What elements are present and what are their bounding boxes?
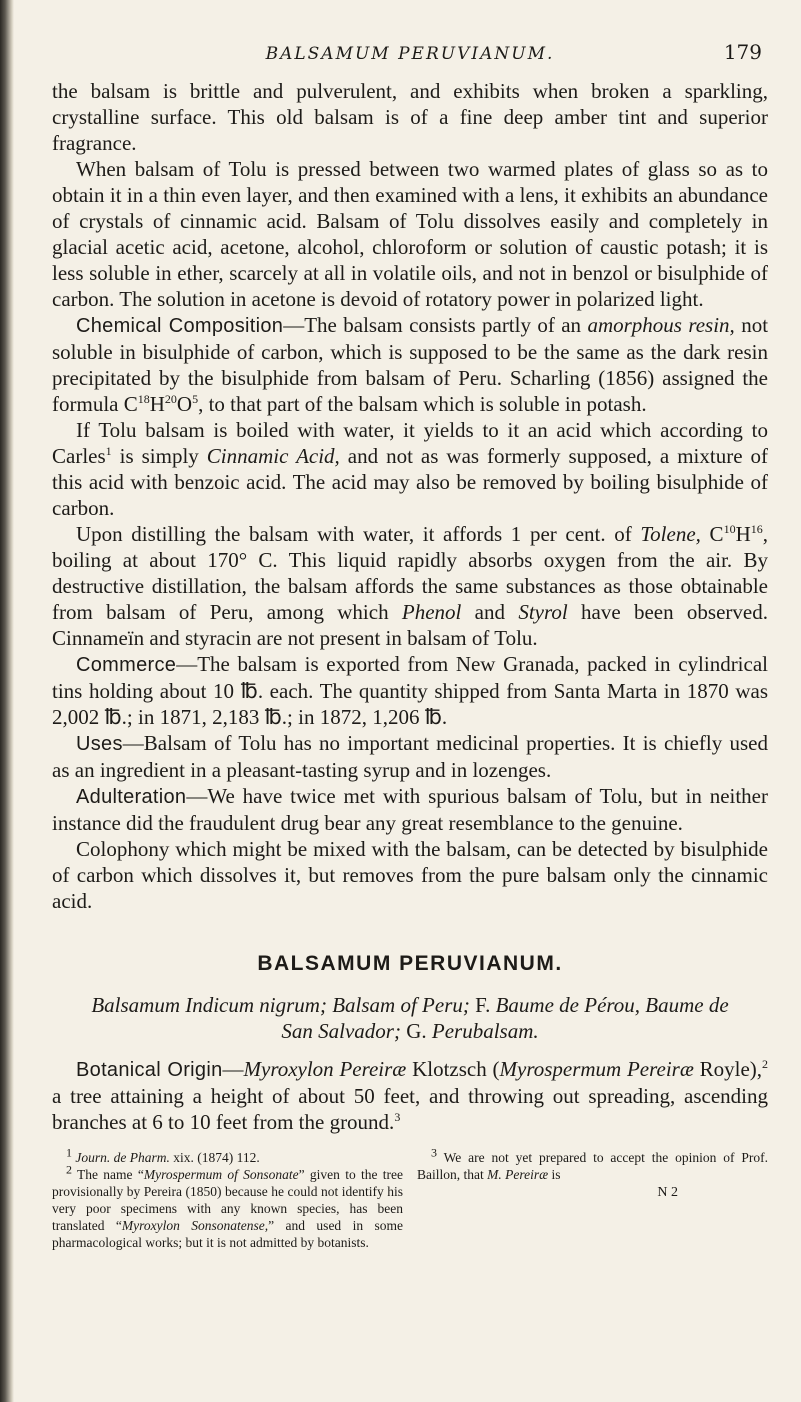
side-heading-botanical-origin: Botanical Origin bbox=[76, 1059, 223, 1081]
side-heading-adulteration: Adulteration bbox=[76, 786, 187, 808]
paragraph-botanical-origin: Botanical Origin—Myroxylon Pereiræ Klotzsch (Myrospermum Pereiræ Royle),$^2$ a tree attaining a height of about 50 feet, and throwing out spreading, ascending branches at 6 to 10 feet from the ground.$^3$ bbox=[52, 1057, 769, 1134]
paragraph-commerce: Commerce—The balsam is exported from New Granada, packed in cylindrical tins holding about 10 ℔. each. The quantity shipped from Santa Marta in 1870 was 2,002 ℔.; in 1871, 2,183 ℔.; in 1872, 1,206 ℔. bbox=[52, 652, 768, 729]
footnote-ref-2: 2 bbox=[762, 1057, 769, 1071]
running-head: BALSAMUM PERUVIANUM. bbox=[265, 44, 555, 64]
side-heading-uses: Uses bbox=[76, 733, 123, 755]
page-number: 179 bbox=[723, 40, 762, 64]
book-gutter-shadow bbox=[0, 0, 14, 1402]
synonyms: Balsamum Indicum nigrum; Balsam of Peru; F. Baume de Pérou, Baume de San Salvador; G. Perubalsam. bbox=[91, 993, 729, 1043]
footnote-1: 1 Journ. de Pharm. xix. (1874) 112. bbox=[66, 1145, 260, 1165]
book-page bbox=[52, 38, 768, 1251]
footnote-ref-1: 1 bbox=[105, 444, 112, 458]
page-header bbox=[52, 38, 768, 74]
side-heading-commerce: Commerce bbox=[76, 654, 177, 676]
footnote-column-left bbox=[52, 1145, 403, 1251]
paragraph-crystals: When balsam of Tolu is pressed between two warmed plates of glass so as to obtain it in a thin even layer, and then examined with a lens, it exhibits an abundance of crystals of cinnamic acid. Balsam of Tolu dissolves easily and completely in glacial acetic acid, acetone, alcohol, chloroform or solution of caustic potash; it is less soluble in ether, scarcely at all in volatile oils, and not in benzol or bisulphide of carbon. The solution in acetone is devoid of rotatory power in polarized light. bbox=[52, 157, 768, 311]
paragraph-cinnamic-acid: If Tolu balsam is boiled with water, it yields to it an acid which according to Carles$^1$ is simply Cinnamic Acid, and not as was formerly supposed, a mixture of this acid with benzoic acid. The acid may also be removed by boiling bisulphide of carbon. bbox=[52, 418, 769, 520]
footnote-3: 3 We are not yet prepared to accept the opinion of Prof. Baillon, that M. Pereiræ is bbox=[417, 1145, 768, 1182]
footnote-2: 2 The name “Myrospermum of Sonsonate” given to the tree provisionally by Pereira (1850) because he could not identify his very poor specimens with any known species, has been translated “Myroxylon Sonsonatense,” and used in some pharmacological works; but it is not admitted by botanists. bbox=[52, 1162, 403, 1250]
section-title: BALSAMUM PERUVIANUM. bbox=[257, 952, 563, 975]
paragraph-tolene: Upon distilling the balsam with water, it affords 1 per cent. of Tolene, $C^{10}H^{16}$, boiling at about 170° C. This liquid rapidly absorbs oxygen from the air. By destructive distillation, the balsam affords the same substances as those obtainable from balsam of Peru, among which Phenol and Styrol have been observed. Cinnameïn and styracin are not present in balsam of Tolu. bbox=[52, 522, 768, 650]
side-heading-chemical-composition: Chemical Composition bbox=[76, 315, 284, 337]
paragraph-uses: Uses—Balsam of Tolu has no important medicinal properties. It is chiefly used as an ingredient in a pleasant-tasting syrup and in lozenges. bbox=[52, 731, 768, 782]
printer-signature: N 2 bbox=[657, 1185, 678, 1200]
paragraph-colophony: Colophony which might be mixed with the balsam, can be detected by bisulphide of carbon which dissolves it, but removes from the pure balsam only the cinnamic acid. bbox=[52, 837, 768, 913]
paragraph-adulteration: Adulteration—We have twice met with spurious balsam of Tolu, but in neither instance did the fraudulent drug bear any great resemblance to the genuine. bbox=[52, 784, 768, 835]
footnotes bbox=[52, 1145, 768, 1251]
paragraph-chemical-composition: Chemical Composition—The balsam consists partly of an amorphous resin, not soluble in bisulphide of carbon, which is supposed to be the same as the dark resin precipitated by the bisulphide from balsam of Peru. Scharling (1856) assigned the formula $C^{18}H^{20}O^5$, to that part of the balsam which is soluble in potash. bbox=[52, 313, 769, 416]
paragraph-amber-tint: the balsam is brittle and pulverulent, and exhibits when broken a sparkling, crystalline surface. This old balsam is of a fine deep amber tint and superior fragrance. bbox=[52, 79, 768, 155]
footnote-column-right bbox=[417, 1145, 768, 1251]
footnote-ref-3: 3 bbox=[394, 1110, 401, 1124]
